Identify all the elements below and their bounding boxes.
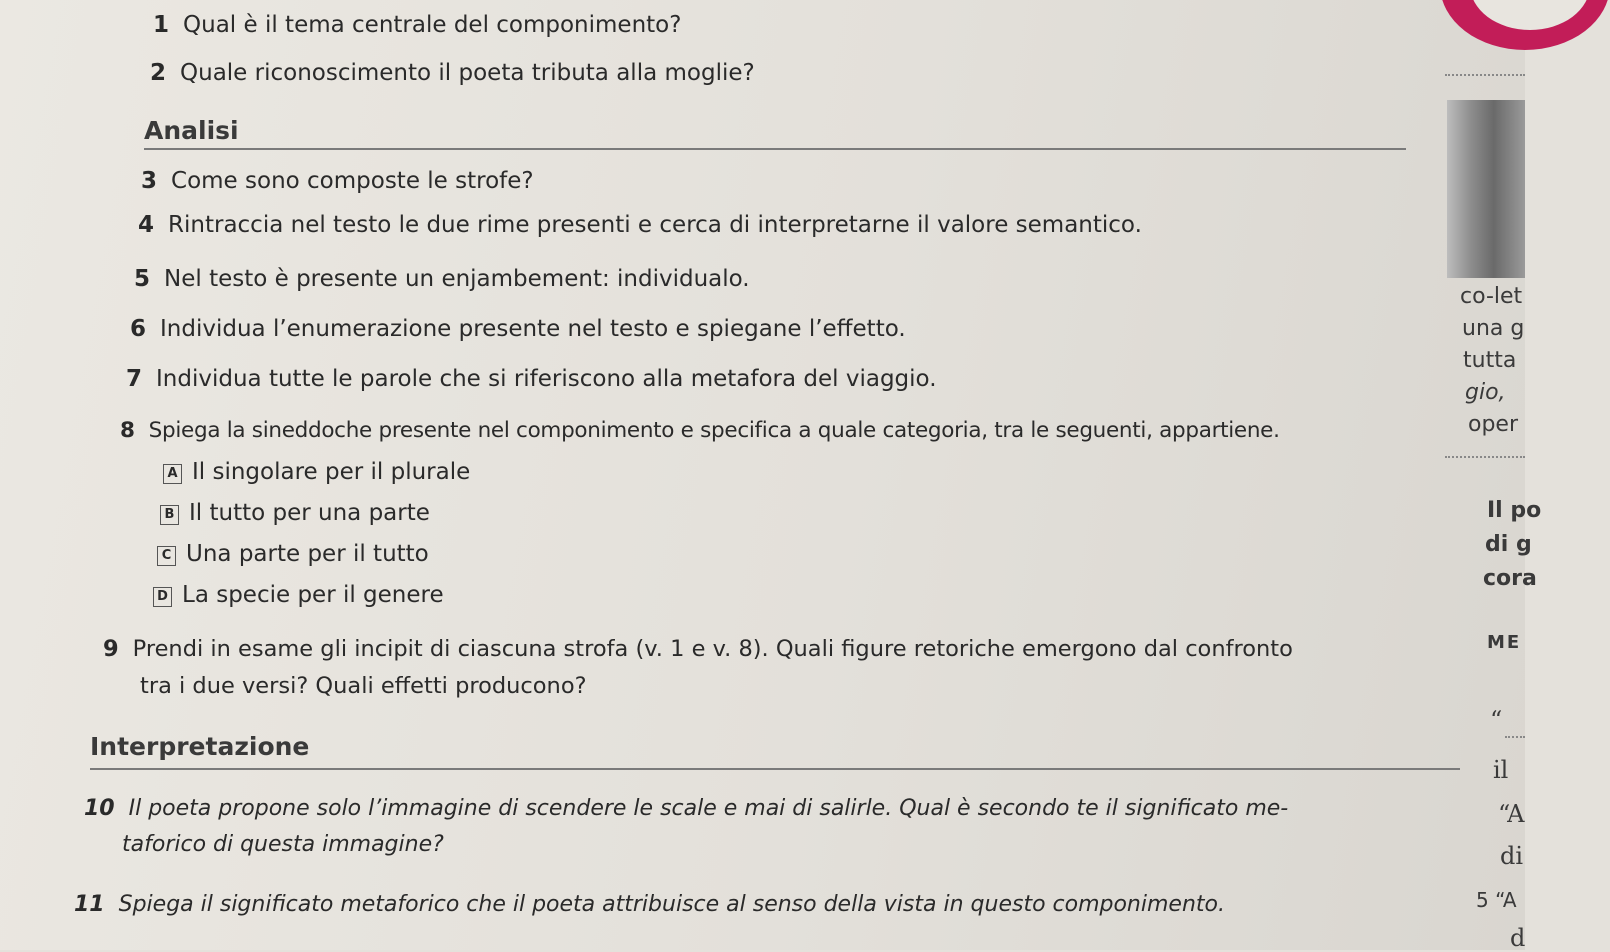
question-1 <box>153 12 681 38</box>
question-number: 9 <box>103 636 119 662</box>
option-b[interactable] <box>160 500 430 526</box>
question-number: 10 <box>84 796 115 821</box>
right-column-text: tutta <box>1463 348 1517 373</box>
right-column-text: una g <box>1462 316 1525 341</box>
question-5 <box>134 266 750 292</box>
question-number: 6 <box>130 316 147 342</box>
option-d[interactable] <box>153 582 444 608</box>
right-column-text: di <box>1500 842 1524 870</box>
question-text: Qual è il tema centrale del componimento? <box>183 12 682 38</box>
option-a[interactable] <box>163 459 470 485</box>
right-column-text: d <box>1510 924 1526 952</box>
right-column-text: co-let <box>1460 284 1523 309</box>
right-column-text: “A <box>1498 800 1525 828</box>
answer-dotted-line <box>1445 456 1525 458</box>
question-number: 3 <box>141 168 158 194</box>
right-column-text: “ <box>1490 706 1503 734</box>
question-7 <box>126 366 937 392</box>
option-letter-box: C <box>157 546 176 566</box>
section-rule <box>90 768 1460 770</box>
question-11 <box>74 892 1225 917</box>
question-text: Spiega la sineddoche presente nel componimento e specifica a quale categoria, tra le seguenti, appartiene. <box>148 418 1280 443</box>
question-number: 2 <box>150 60 167 86</box>
section-rule <box>144 148 1406 150</box>
answer-dotted-line <box>1445 74 1525 76</box>
question-text: Come sono composte le strofe? <box>171 168 534 194</box>
question-6 <box>130 316 906 342</box>
question-number: 5 <box>134 266 151 292</box>
answer-dotted-line <box>1505 736 1525 738</box>
question-4 <box>138 212 1142 238</box>
section-title-analisi: Analisi <box>144 116 239 145</box>
option-letter-box: B <box>160 505 179 525</box>
question-number: 1 <box>153 12 170 38</box>
question-9 <box>103 636 1293 662</box>
right-column-text: cora <box>1483 566 1537 591</box>
question-9-line-2: tra i due versi? Quali effetti producono? <box>140 673 587 699</box>
option-letter-box: D <box>153 587 172 607</box>
section-title-interpretazione: Interpretazione <box>90 732 310 761</box>
question-number: 7 <box>126 366 143 392</box>
question-text-line-1: Prendi in esame gli incipit di ciascuna strofa (v. 1 e v. 8). Quali figure retoriche emergono dal confronto <box>132 636 1293 662</box>
right-column-text: di g <box>1485 532 1532 557</box>
right-column-text: gio, <box>1465 380 1506 405</box>
question-text: Individua l’enumerazione presente nel testo e spiegane l’effetto. <box>160 316 906 342</box>
question-text-line-1: Il poeta propone solo l’immagine di scendere le scale e mai di salirle. Qual è secondo te il significato me- <box>128 796 1289 821</box>
option-text: Il tutto per una parte <box>189 500 430 526</box>
right-column-text: 5 “A <box>1476 888 1517 912</box>
question-text: Spiega il significato metaforico che il poeta attribuisce al senso della vista in questo componimento. <box>118 892 1225 917</box>
question-text: Rintraccia nel testo le due rime presenti e cerca di interpretarne il valore semantico. <box>168 212 1142 238</box>
option-c[interactable] <box>157 541 429 567</box>
right-column-text: Il po <box>1487 498 1542 523</box>
question-number: 11 <box>74 892 105 917</box>
question-text: Nel testo è presente un enjambement: individualo. <box>164 266 750 292</box>
right-column-text: il <box>1493 756 1509 784</box>
question-number: 4 <box>138 212 155 238</box>
question-3 <box>141 168 534 194</box>
option-text: La specie per il genere <box>182 582 444 608</box>
question-number: 8 <box>120 418 135 443</box>
option-text: Una parte per il tutto <box>186 541 429 567</box>
question-10 <box>84 796 1288 821</box>
right-column-text: ME <box>1487 632 1522 653</box>
question-text: Quale riconoscimento il poeta tributa alla moglie? <box>180 60 755 86</box>
option-letter-box: A <box>163 464 182 484</box>
question-text: Individua tutte le parole che si riferiscono alla metafora del viaggio. <box>156 366 937 392</box>
question-2 <box>150 60 755 86</box>
author-photo <box>1447 100 1525 278</box>
question-10-line-2: taforico di questa immagine? <box>122 832 444 857</box>
right-column-text: oper <box>1468 412 1519 437</box>
question-8 <box>120 418 1280 443</box>
option-text: Il singolare per il plurale <box>192 459 471 485</box>
